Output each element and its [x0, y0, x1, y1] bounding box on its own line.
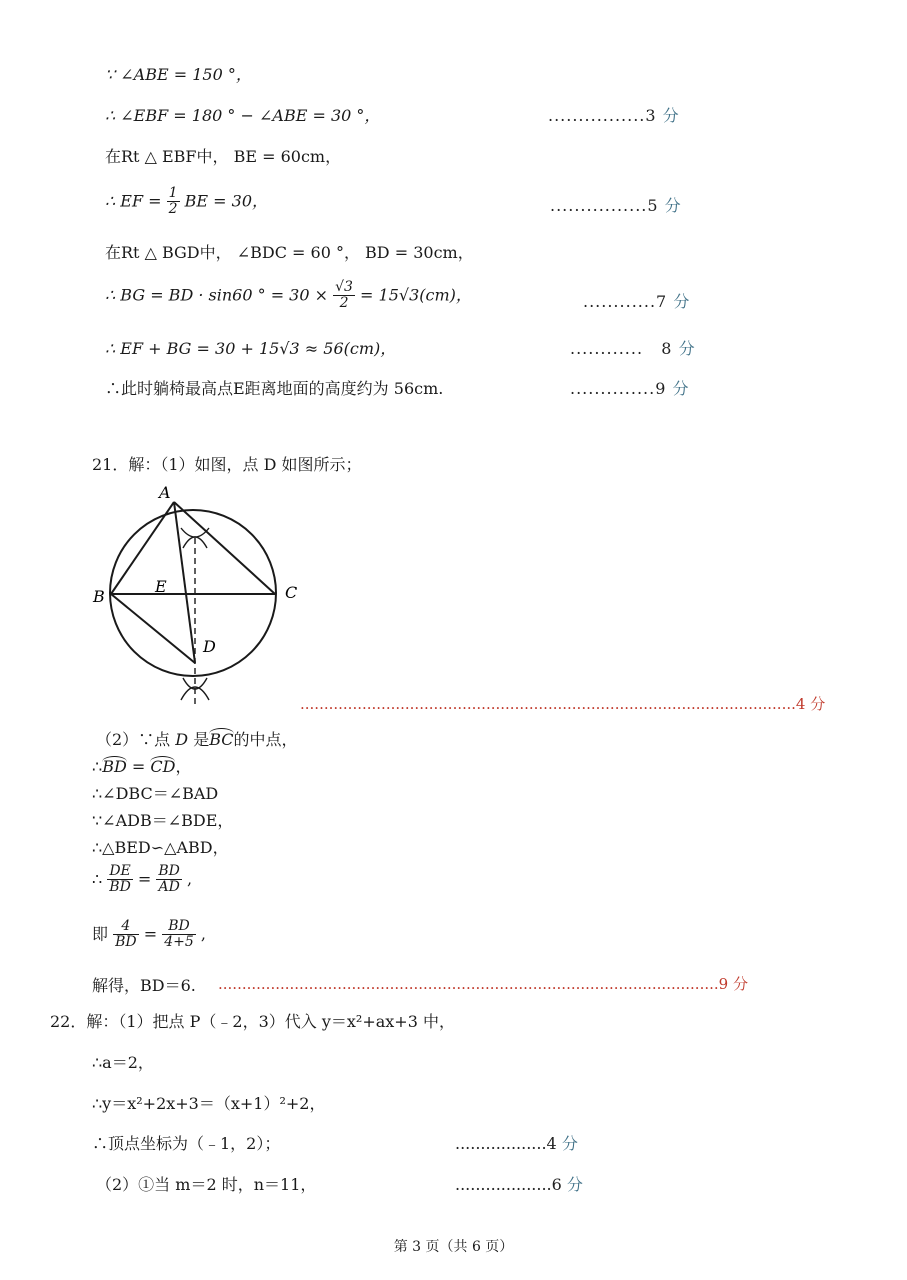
label-c: C	[285, 583, 298, 602]
denominator: 2	[168, 201, 178, 218]
denominator: BD	[115, 934, 137, 951]
score-unit: 分	[561, 1134, 578, 1153]
sec20-line2: ∴ ∠EBF = 180 ° − ∠ABE = 30 °，	[105, 106, 381, 125]
fraction	[333, 280, 355, 312]
text: = 15√3(cm)，	[360, 285, 472, 305]
segment-bd	[111, 594, 195, 663]
sec20-line7: ∴ EF + BG = 30 + 15√3 ≈ 56(cm)，	[105, 339, 397, 358]
sec20-line3: 在Rt △ EBF中， BE = 60cm，	[105, 147, 342, 166]
q21-part2-line4: ∵∠ADB＝∠BDE，	[92, 811, 234, 830]
q21-part2-line7: 即 $\frac{4}{BD}$ = $\frac{BD}{4+5}$ ,	[92, 918, 206, 951]
score-unit: 分	[566, 1175, 583, 1194]
denominator: AD	[158, 879, 180, 896]
arc-bc: BC	[209, 730, 234, 749]
sec20-score-3	[548, 103, 680, 126]
q21-part2-line2	[92, 754, 191, 777]
sec20-score-7	[583, 289, 690, 312]
label-d: D	[203, 637, 216, 656]
q22-score-4	[455, 1131, 578, 1154]
sec20-line4	[105, 186, 268, 218]
denominator: 4+5	[164, 934, 194, 951]
text: =	[126, 757, 151, 776]
arc-cd: CD	[150, 757, 176, 776]
text: 即	[92, 924, 109, 944]
text: ∴	[92, 869, 103, 889]
numerator: DE	[107, 864, 133, 880]
score-dots: ..................4	[455, 1134, 557, 1153]
fraction	[107, 864, 133, 896]
score-dots: ..............9	[570, 379, 667, 398]
arc-bd: BD	[102, 757, 127, 776]
score-unit: 分	[810, 695, 826, 713]
label-b: B	[93, 587, 105, 606]
score-dots: ............ 8	[570, 339, 673, 358]
sec20-line8: ∴此时躺椅最高点E距离地面的高度约为 56cm.	[105, 379, 444, 398]
q22-line1: ∴a＝2，	[92, 1053, 154, 1072]
q21-score-9	[218, 973, 748, 994]
numerator: 1	[168, 185, 178, 201]
fraction	[162, 919, 196, 951]
score-dots: ................3	[548, 106, 657, 125]
sec20-score-5	[550, 193, 682, 216]
text: BE = 30，	[184, 191, 269, 211]
q21-part2-line3: ∴∠DBC＝∠BAD	[92, 784, 219, 803]
score-unit: 分	[678, 339, 696, 358]
score-unit: 分	[662, 106, 680, 125]
text: 的中点，	[233, 730, 298, 749]
page-footer: 第 3 页（共 6 页）	[393, 1239, 514, 1255]
q22-line4: （2）①当 m＝2 时，n＝11，	[96, 1175, 317, 1194]
text: ∴ BG = BD · sin60 ° = 30 ×	[105, 285, 329, 305]
score-dots: ................5	[550, 196, 659, 215]
sec20-score-8	[570, 336, 696, 359]
sec20-score-9	[570, 376, 690, 399]
denominator: BD	[109, 879, 131, 896]
denominator: 2	[339, 295, 349, 312]
q22-line2: ∴y＝x²+2x+3＝（x+1）²+2，	[92, 1094, 326, 1113]
q21-part2-line8: 解得，BD＝6.	[92, 976, 196, 995]
score-unit: 分	[732, 975, 748, 993]
segment-ad	[174, 502, 195, 663]
text: （2）∵点 D 是	[96, 730, 210, 749]
numerator: √3	[335, 279, 353, 295]
fraction	[156, 864, 182, 896]
fraction	[113, 919, 139, 951]
text: ∴ EF =	[105, 191, 162, 211]
q21-circle-figure	[85, 478, 315, 710]
text: ∴	[92, 757, 103, 776]
score-unit: 分	[664, 196, 682, 215]
label-e: E	[155, 577, 167, 596]
sec20-line5: 在Rt △ BGD中， ∠BDC = 60 °， BD = 30cm，	[105, 243, 474, 262]
score-dots: ........................................................................................................4	[300, 695, 806, 713]
score-unit: 分	[672, 379, 690, 398]
numerator: BD	[162, 919, 196, 935]
q22-score-6	[455, 1172, 583, 1195]
q22-line3: ∴顶点坐标为（﹣1，2）；	[92, 1134, 281, 1153]
sec20-line6	[105, 280, 472, 312]
text: ，	[175, 757, 192, 776]
score-dots: .........................................................................................................9	[218, 975, 729, 993]
q22-heading: 22．解：（1）把点 P（﹣2，3）代入 y＝x²+ax+3 中，	[50, 1012, 455, 1031]
fraction	[167, 186, 180, 218]
q21-part2-line5: ∴△BED∽△ABD，	[92, 838, 229, 857]
q21-part2-line6: ∴ $\frac{DE}{BD}$ = $\frac{BD}{AD}$ ,	[92, 863, 193, 896]
score-unit: 分	[673, 292, 691, 311]
sec20-line1: ∵ ∠ABE = 150 °，	[105, 65, 252, 84]
score-dots: ............7	[583, 292, 668, 311]
label-a: A	[159, 483, 171, 502]
score-dots: ...................6	[455, 1175, 562, 1194]
numerator: 4	[113, 919, 139, 935]
q21-part2-line1	[96, 727, 298, 750]
numerator: BD	[158, 863, 180, 879]
q21-score-4	[300, 693, 825, 714]
q21-heading: 21．解：（1）如图，点 D 如图所示；	[92, 455, 362, 474]
